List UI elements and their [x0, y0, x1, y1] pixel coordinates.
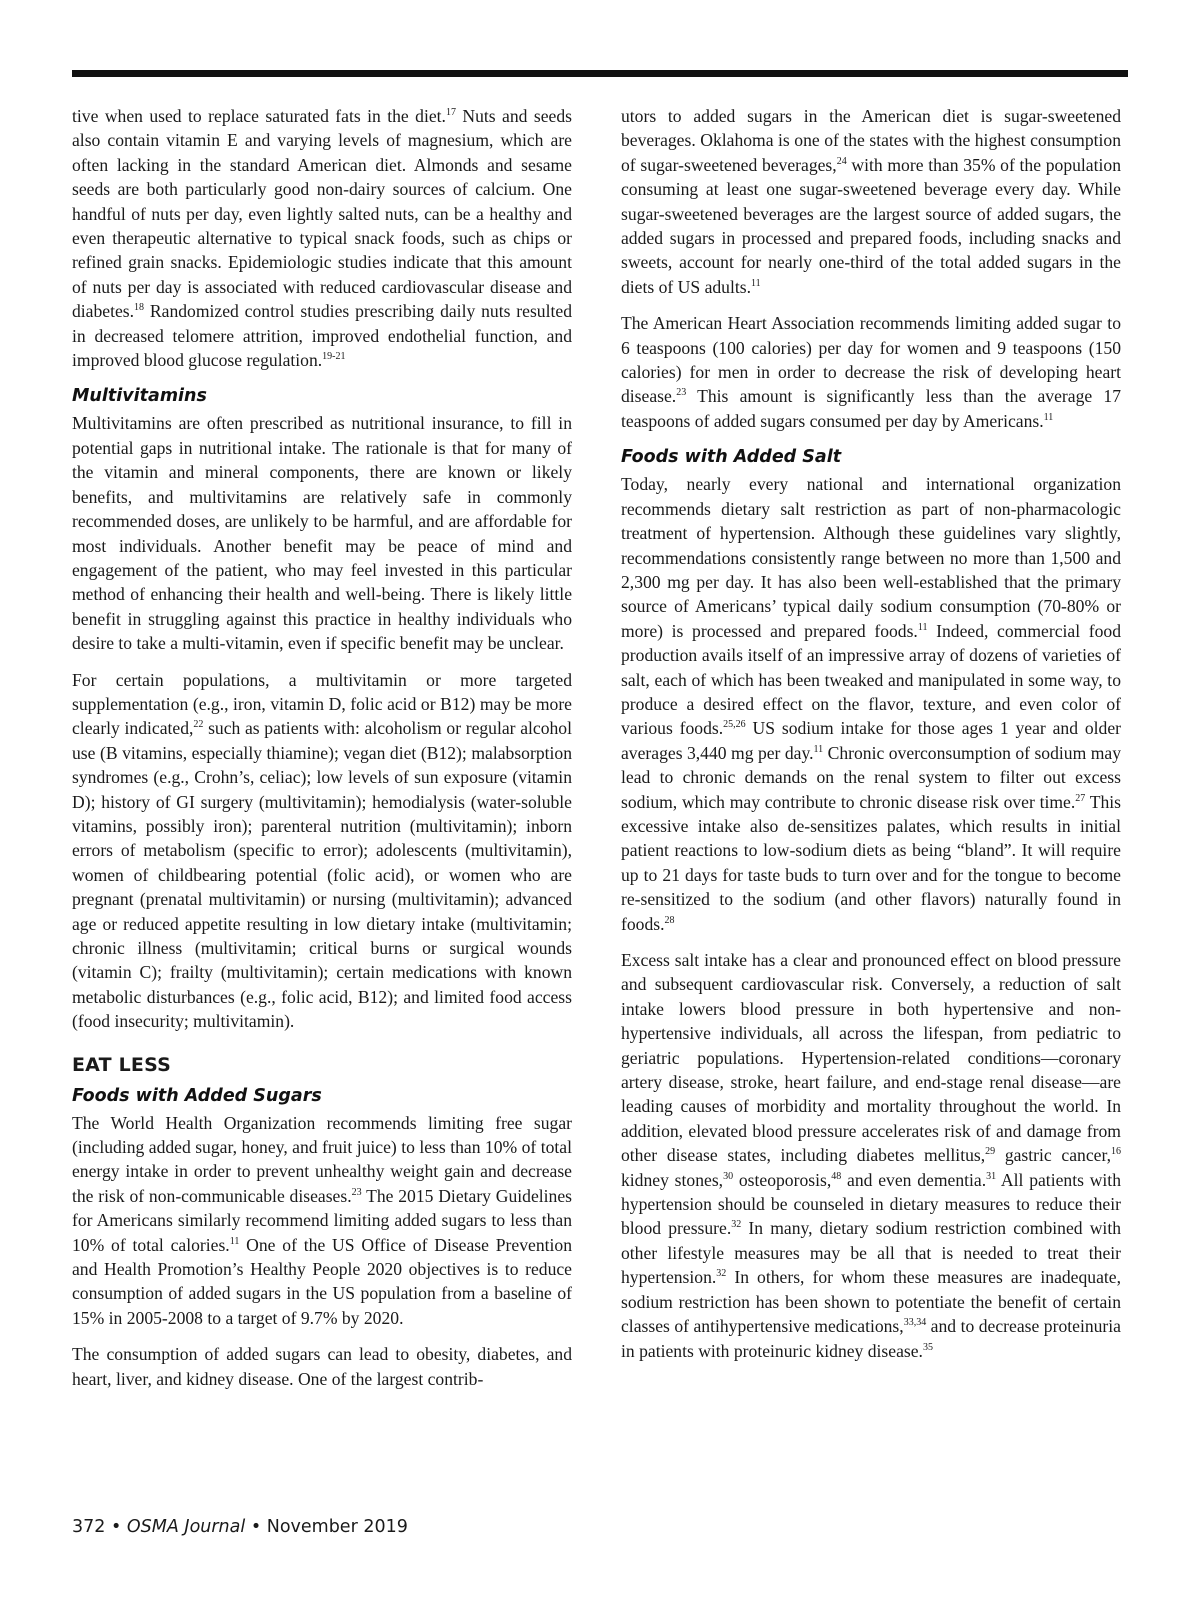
text-run: One of the US Office of Disease Prevention and Health Promotion’s Healthy People 2020 objectives is to reduce consumption of added sugars in the US population from a baseline of 15% in 2005-2008 to a target of 9.7% by 2020. [72, 1234, 572, 1328]
citation-ref: 31 [986, 1170, 997, 1182]
right-column [621, 104, 1121, 1375]
citation-ref: 22 [193, 719, 204, 731]
text-run: The consumption of added sugars can lead to obesity, diabetes, and heart, liver, and kidney disease. One of the largest contrib- [72, 1344, 572, 1389]
text-run: kidney stones, [621, 1169, 724, 1190]
citation-ref: 11 [813, 743, 824, 755]
text-run: Nuts and seeds also contain vitamin E and varying levels of magnesium, which are often lacking in the standard American diet. Almonds and sesame seeds are both particularly good non-dairy sources of calcium. One handful of nuts per day, even lightly salted nuts, can be a healthy and even therapeutic alternative to typical snack foods, such as chips or refined grain snacks. Epidemiologic studies indicate that this amount of nuts per day is associated with reduced cardiovascular disease and diabetes. [72, 106, 572, 322]
citation-ref: 18 [134, 302, 145, 314]
text-run: utors to added sugars in the American diet is sugar-sweetened beverages. Oklahoma is one of the states with the highest consumption of sugar-sweetened beverages, [621, 106, 1121, 175]
subheading-added-salt: Foods with Added Salt [621, 447, 842, 468]
paragraph [621, 948, 1121, 1363]
citation-ref: 25,26 [723, 719, 746, 731]
paragraph [621, 311, 1121, 433]
citation-ref: 32 [716, 1268, 727, 1280]
citation-ref: 23 [676, 387, 687, 399]
text-run: All patients with hypertension should be counseled in dietary measures to reduce their blood pressure. [621, 1169, 1121, 1239]
text-run: The 2015 Dietary Guidelines for Americans similarly recommend limiting added sugars to less than 10% of total calories. [72, 1185, 572, 1255]
paragraph [72, 104, 572, 372]
citation-ref: 29 [985, 1146, 996, 1158]
text-run: The American Heart Association recommends limiting added sugar to 6 teaspoons (100 calories) per day for women and 9 teaspoons (150 calories) for men in order to decrease the risk of developing heart disease. [621, 313, 1121, 407]
top-rule [72, 70, 1128, 77]
citation-ref: 16 [1111, 1146, 1122, 1158]
citation-ref: 35 [922, 1341, 933, 1353]
text-run: and to decrease proteinuria in patients with proteinuric kidney disease. [621, 1316, 1121, 1361]
text-run: In others, for whom these measures are inadequate, sodium restriction has been shown to potentiate the benefit of certain classes of antihypertensive medications, [621, 1267, 1121, 1337]
text-run: The World Health Organization recommends limiting free sugar (including added sugar, honey, and fruit juice) to less than 10% of total energy intake in order to prevent unhealthy weight gain and decrease the risk of non-communicable diseases. [72, 1112, 572, 1206]
citation-ref: 30 [723, 1170, 734, 1182]
text-run: such as patients with: alcoholism or regular alcohol use (B vitamins, especially thiamine); vegan diet (B12); malabsorption syndromes (e.g., Crohn’s, celiac); low levels of sun exposure (vitamin D); history of GI surgery (multivitamin); hemodialysis (water-soluble vitamins, possibly iron); parenteral nutrition (multivitamin); inborn errors of metabolism (specific to error); adolescents (multivitamin), women of childbearing potential (folic acid), or women who are pregnant (prenatal multivitamin) or nursing (multivitamin); advanced age or reduced appetite resulting in low dietary intake (multivitamin; chronic illness (multivitamin; critical burns or surgical wounds (vitamin C); frailty (multivitamin); certain medications with known metabolic disturbances (e.g., folic acid, B12); and limited food access (food insecurity; multivitamin). [72, 718, 572, 1032]
text-run: Indeed, commercial food production avails itself of an impressive array of dozens of varieties of salt, each of which has been tweaked and manipulated in some way, to produce a desired effect on the flavor, texture, and even color of various foods. [621, 620, 1121, 739]
subheading-added-sugars: Foods with Added Sugars [72, 1085, 322, 1106]
text-run: osteoporosis, [733, 1169, 832, 1190]
text-run: Chronic overconsumption of sodium may lead to chronic demands on the renal system to filter out excess sodium, which may contribute to chronic disease risk over time. [621, 742, 1121, 812]
citation-ref: 48 [831, 1170, 842, 1182]
page-footer [72, 1517, 408, 1537]
paragraph [621, 104, 1121, 299]
text-run: In many, dietary sodium restriction combined with other lifestyle measures may be all that is needed to treat their hypertension. [621, 1218, 1122, 1288]
text-run: tive when used to replace saturated fats in the diet. [72, 106, 446, 126]
page-number: 372 [72, 1517, 106, 1537]
subheading-multivitamins: Multivitamins [72, 386, 207, 407]
footer-bullet: • [250, 1517, 262, 1537]
text-run: Today, nearly every national and international organization recommends dietary salt restriction as part of non-pharmacologic treatment of hypertension. Although these guidelines vary slightly, recommendations consistently range between no more than 1,500 and 2,300 mg per day. It has also been well-established that the primary source of Americans’ typical daily sodium consumption (70-80% or more) is processed and prepared foods. [621, 474, 1121, 641]
citation-ref: 19-21 [322, 351, 346, 363]
citation-ref: 17 [445, 107, 456, 118]
citation-ref: 11 [1043, 411, 1054, 423]
text-run: For certain populations, a multivitamin or more targeted supplementation (e.g., iron, vitamin D, folic acid or B12) may be more clearly indicated, [72, 669, 572, 739]
paragraph [72, 1111, 572, 1331]
citation-ref: 27 [1075, 792, 1086, 804]
text-run: This amount is significantly less than the average 17 teaspoons of added sugars consumed per day by Americans. [621, 386, 1121, 431]
text-run: gastric cancer, [995, 1145, 1112, 1166]
citation-ref: 23 [351, 1186, 362, 1198]
citation-ref: 11 [917, 621, 928, 633]
text-run: This excessive intake also de-sensitizes palates, which results in initial patient reactions to low-sodium diets as being “bland”. It will require up to 21 days for taste buds to turn over and for the tongue to become re-sensitized to the sodium (and other flavors) naturally found in foods. [621, 791, 1122, 934]
citation-ref: 24 [836, 155, 847, 167]
paragraph [72, 668, 572, 1034]
footer-bullet: • [110, 1517, 122, 1537]
text-run: and even dementia. [841, 1169, 987, 1190]
paragraph [72, 411, 572, 655]
left-column [72, 104, 572, 1403]
citation-ref: 32 [731, 1219, 742, 1231]
citation-ref: 11 [751, 277, 761, 289]
paragraph [72, 1342, 572, 1391]
citation-ref: 33,34 [903, 1317, 927, 1329]
section-heading-eat-less: EAT LESS [72, 1053, 171, 1076]
journal-name: OSMA Journal [126, 1517, 246, 1537]
citation-ref: 11 [229, 1235, 240, 1247]
issue-date: November 2019 [266, 1517, 408, 1537]
text-run: Multivitamins are often prescribed as nutritional insurance, to fill in potential gaps in nutritional intake. The rationale is that for many of the vitamin and mineral components, there are known or likely benefits, and multivitamins are relatively safe in commonly recommended doses, are unlikely to be harmful, and are affordable for most individuals. Another benefit may be peace of mind and engagement of the patient, who may feel invested in this particular method of enhancing their health and well-being. There is likely little benefit in struggling against this practice in healthy individuals who desire to take a multi-vitamin, even if specific benefit may be unclear. [72, 413, 572, 654]
text-run: with more than 35% of the population consuming at least one sugar-sweetened beverage every day. While sugar-sweetened beverages are the largest source of added sugars, the added sugars in processed and prepared foods, including snacks and sweets, account for nearly one-third of the total added sugars in the diets of US adults. [621, 154, 1121, 297]
citation-ref: 28 [664, 914, 675, 926]
text-run: Excess salt intake has a clear and pronounced effect on blood pressure and subsequent cardiovascular risk. Conversely, a reduction of salt intake lowers blood pressure in both hypertensive and non-hypertensive individuals, all across the lifespan, from pediatric to geriatric populations. Hypertension-related conditions—coronary artery disease, stroke, heart failure, and end-stage renal disease—are leading causes of morbidity and mortality throughout the world. In addition, elevated blood pressure accelerates risk of and damage from other disease states, including diabetes mellitus, [621, 950, 1121, 1166]
text-run: Randomized control studies prescribing daily nuts resulted in decreased telomere attrition, improved endothelial function, and improved blood glucose regulation. [72, 301, 572, 371]
text-run: US sodium intake for those ages 1 year and older averages 3,440 mg per day. [621, 718, 1122, 763]
paragraph [621, 472, 1121, 936]
